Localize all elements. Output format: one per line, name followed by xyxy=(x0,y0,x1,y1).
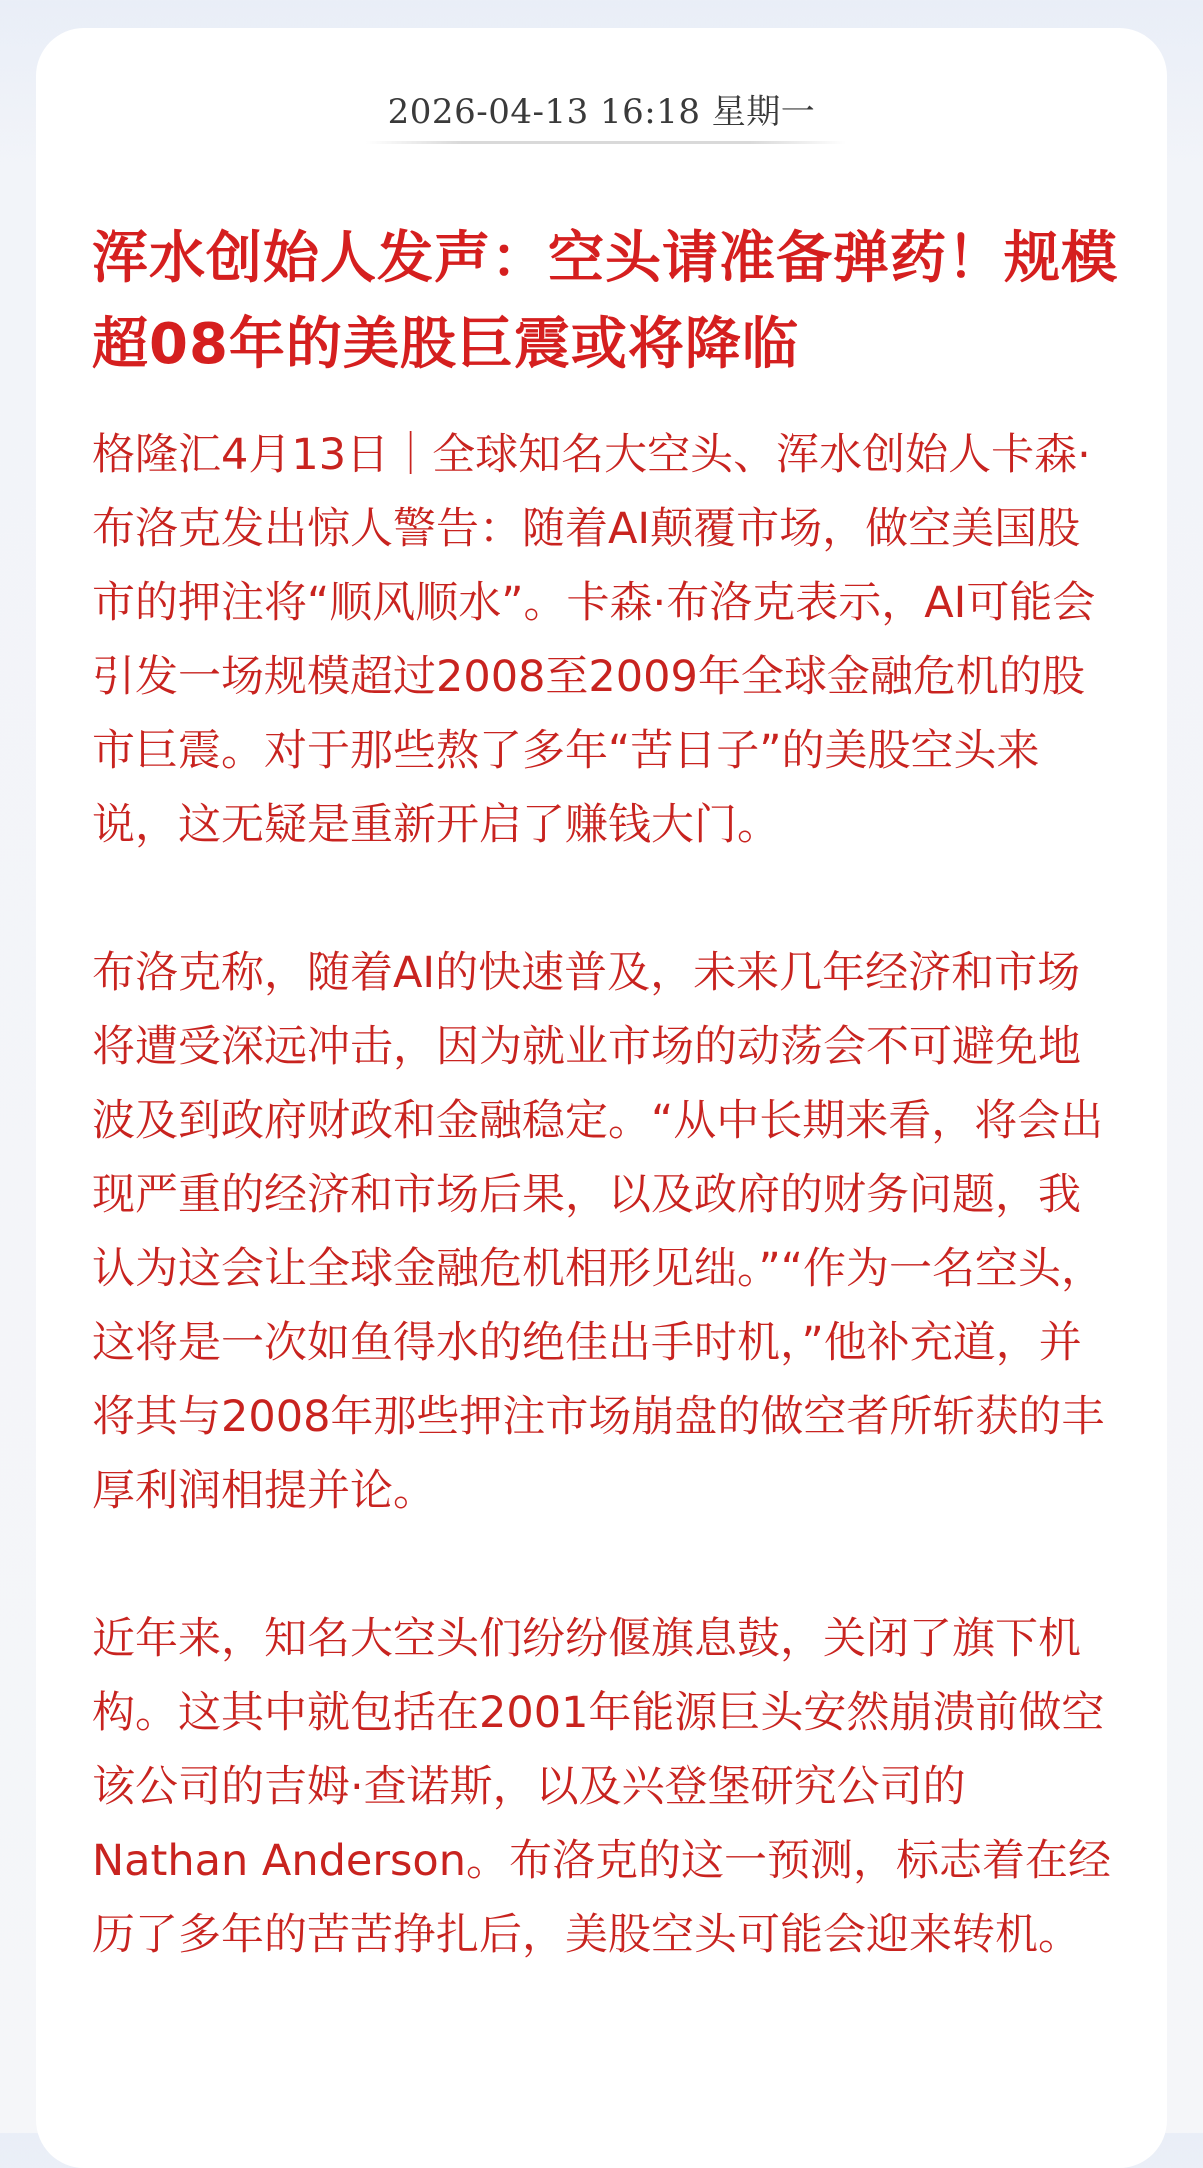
paragraph: 格隆汇4月13日｜全球知名大空头、浑水创始人卡森·布洛克发出惊人警告：随着AI颠覆市场，做空美国股市的押注将“顺风顺水”。卡森·布洛克表示，AI可能会引发一场规模超过2008至2009年全球金融危机的股市巨震。对于那些熬了多年“苦日子”的美股空头来说，这无疑是重新开启了赚钱大门。 xyxy=(92,430,1096,850)
date-divider xyxy=(366,141,846,144)
article-body xyxy=(92,418,1119,2046)
article-title: 浑水创始人发声：空头请准备弹药！规模超08年的美股巨震或将降临 xyxy=(92,226,1118,377)
paragraph: 布洛克称，随着AI的快速普及，未来几年经济和市场将遭受深远冲击，因为就业市场的动荡会不可避免地波及到政府财政和金融稳定。“从中长期来看，将会出现严重的经济和市场后果，以及政府的财务问题，我认为这会让全球金融危机相形见绌。”“作为一名空头，这将是一次如鱼得水的绝佳出手时机，”他补充道，并将其与2008年那些押注市场崩盘的做空者所斩获的丰厚利润相提并论。 xyxy=(92,948,1105,1516)
paragraph: 近年来，知名大空头们纷纷偃旗息鼓，关闭了旗下机构。这其中就包括在2001年能源巨头安然崩溃前做空该公司的吉姆·查诺斯，以及兴登堡研究公司的Nathan Anderson。布洛克的这一预测，标志着在经历了多年的苦苦挣扎后，美股空头可能会迎来转机。 xyxy=(92,1614,1111,1960)
publish-datetime: 2026-04-13 16:18 星期一 xyxy=(387,92,816,132)
article-card xyxy=(36,28,1167,2168)
